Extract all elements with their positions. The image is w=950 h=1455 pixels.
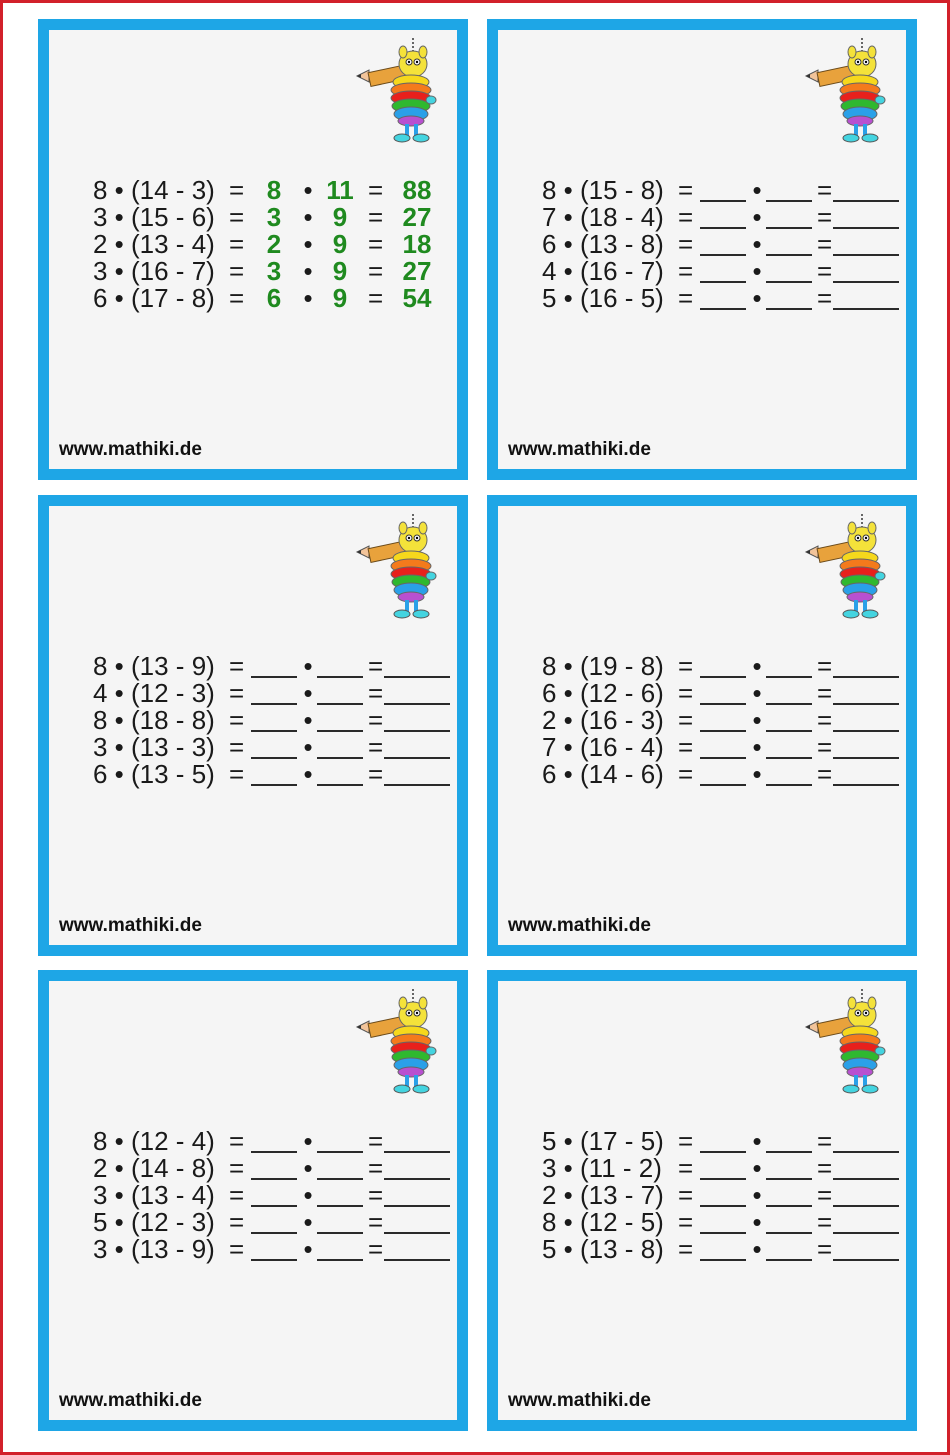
equals-sign: = xyxy=(229,732,245,762)
blank-factor-b[interactable] xyxy=(766,308,812,310)
blank-factor-b[interactable] xyxy=(766,676,812,678)
website-url: www.mathiki.de xyxy=(59,439,202,460)
pencil-caterpillar-mascot-icon xyxy=(355,989,445,1099)
blank-factor-b[interactable] xyxy=(317,1259,363,1261)
answer-factor-a: 3 xyxy=(266,256,282,286)
blank-product[interactable] xyxy=(833,1151,899,1153)
equals-sign: = xyxy=(817,202,833,232)
blank-factor-a[interactable] xyxy=(700,1205,746,1207)
equals-sign: = xyxy=(678,705,694,735)
answer-factor-a: 2 xyxy=(266,229,282,259)
multiplication-dot: • xyxy=(752,202,762,232)
equals-sign: = xyxy=(368,1180,384,1210)
blank-factor-a[interactable] xyxy=(700,730,746,732)
multiplication-dot: • xyxy=(752,705,762,735)
equation-expression: 5 • (17 - 5) xyxy=(542,1126,664,1156)
equals-sign: = xyxy=(368,256,384,286)
blank-product[interactable] xyxy=(384,1151,450,1153)
website-url: www.mathiki.de xyxy=(59,915,202,936)
multiplication-dot: • xyxy=(303,678,313,708)
blank-factor-a[interactable] xyxy=(700,281,746,283)
equation-list xyxy=(542,653,902,788)
equals-sign: = xyxy=(368,229,384,259)
equals-sign: = xyxy=(678,202,694,232)
answer-factor-b: 9 xyxy=(332,202,348,232)
blank-factor-a[interactable] xyxy=(700,254,746,256)
equation-row xyxy=(93,204,453,231)
equals-sign: = xyxy=(817,1180,833,1210)
blank-factor-a[interactable] xyxy=(251,1178,297,1180)
answer-factor-a: 6 xyxy=(266,283,282,313)
equation-row xyxy=(542,258,902,285)
equation-expression: 5 • (16 - 5) xyxy=(542,283,664,313)
equals-sign: = xyxy=(229,256,245,286)
equals-sign: = xyxy=(368,1126,384,1156)
equation-row xyxy=(93,1128,453,1155)
equation-row xyxy=(93,653,453,680)
equation-row xyxy=(93,734,453,761)
worksheet-card xyxy=(487,19,917,480)
blank-product[interactable] xyxy=(384,1259,450,1261)
equals-sign: = xyxy=(229,678,245,708)
multiplication-dot: • xyxy=(752,229,762,259)
multiplication-dot: • xyxy=(303,651,313,681)
equals-sign: = xyxy=(368,678,384,708)
equation-expression: 2 • (14 - 8) xyxy=(93,1153,215,1183)
blank-factor-a[interactable] xyxy=(700,1259,746,1261)
equals-sign: = xyxy=(678,759,694,789)
answer-factor-b: 9 xyxy=(332,256,348,286)
blank-product[interactable] xyxy=(833,784,899,786)
website-url: www.mathiki.de xyxy=(508,1390,651,1411)
blank-factor-b[interactable] xyxy=(766,1259,812,1261)
equation-expression: 8 • (13 - 9) xyxy=(93,651,215,681)
multiplication-dot: • xyxy=(752,1234,762,1264)
pencil-caterpillar-mascot-icon xyxy=(355,514,445,624)
blank-factor-b[interactable] xyxy=(766,1232,812,1234)
equals-sign: = xyxy=(368,1234,384,1264)
equation-row xyxy=(542,761,902,788)
blank-factor-a[interactable] xyxy=(700,1232,746,1234)
multiplication-dot: • xyxy=(752,175,762,205)
blank-product[interactable] xyxy=(833,1178,899,1180)
blank-factor-a[interactable] xyxy=(700,1151,746,1153)
equals-sign: = xyxy=(229,1207,245,1237)
website-url: www.mathiki.de xyxy=(59,1390,202,1411)
worksheet-card xyxy=(38,970,468,1431)
equals-sign: = xyxy=(368,732,384,762)
blank-product[interactable] xyxy=(384,1205,450,1207)
equation-expression: 3 • (13 - 3) xyxy=(93,732,215,762)
blank-product[interactable] xyxy=(833,730,899,732)
equals-sign: = xyxy=(817,678,833,708)
pencil-caterpillar-mascot-icon xyxy=(804,38,894,148)
answer-factor-a: 8 xyxy=(266,175,282,205)
equation-expression: 6 • (13 - 8) xyxy=(542,229,664,259)
multiplication-dot: • xyxy=(752,651,762,681)
multiplication-dot: • xyxy=(303,1126,313,1156)
blank-product[interactable] xyxy=(384,784,450,786)
blank-factor-b[interactable] xyxy=(766,757,812,759)
equation-row xyxy=(93,680,453,707)
equation-row xyxy=(542,734,902,761)
blank-factor-a[interactable] xyxy=(700,784,746,786)
equation-row xyxy=(542,231,902,258)
worksheet-card xyxy=(38,19,468,480)
blank-product[interactable] xyxy=(384,703,450,705)
equals-sign: = xyxy=(678,1126,694,1156)
equals-sign: = xyxy=(817,1234,833,1264)
blank-factor-a[interactable] xyxy=(251,784,297,786)
multiplication-dot: • xyxy=(752,1207,762,1237)
equals-sign: = xyxy=(368,1153,384,1183)
multiplication-dot: • xyxy=(752,732,762,762)
blank-factor-a[interactable] xyxy=(700,676,746,678)
equals-sign: = xyxy=(368,202,384,232)
answer-product: 18 xyxy=(402,229,432,259)
equals-sign: = xyxy=(817,283,833,313)
multiplication-dot: • xyxy=(752,1126,762,1156)
equation-list xyxy=(93,177,453,312)
equation-expression: 3 • (15 - 6) xyxy=(93,202,215,232)
worksheet-card xyxy=(487,495,917,956)
blank-product[interactable] xyxy=(833,308,899,310)
blank-product[interactable] xyxy=(833,676,899,678)
equation-row xyxy=(542,707,902,734)
pencil-caterpillar-mascot-icon xyxy=(804,514,894,624)
blank-product[interactable] xyxy=(833,1232,899,1234)
equation-list xyxy=(542,1128,902,1263)
multiplication-dot: • xyxy=(752,678,762,708)
answer-product: 54 xyxy=(402,283,432,313)
equals-sign: = xyxy=(817,1126,833,1156)
equals-sign: = xyxy=(678,229,694,259)
equation-expression: 3 • (13 - 9) xyxy=(93,1234,215,1264)
equals-sign: = xyxy=(229,1180,245,1210)
blank-product[interactable] xyxy=(833,254,899,256)
multiplication-dot: • xyxy=(303,732,313,762)
blank-factor-b[interactable] xyxy=(766,784,812,786)
equals-sign: = xyxy=(678,283,694,313)
equation-expression: 3 • (16 - 7) xyxy=(93,256,215,286)
equals-sign: = xyxy=(678,1180,694,1210)
equation-list xyxy=(542,177,902,312)
equals-sign: = xyxy=(817,651,833,681)
equals-sign: = xyxy=(678,1153,694,1183)
equals-sign: = xyxy=(229,651,245,681)
blank-factor-b[interactable] xyxy=(317,1205,363,1207)
blank-factor-b[interactable] xyxy=(317,1151,363,1153)
multiplication-dot: • xyxy=(303,1153,313,1183)
equation-expression: 5 • (12 - 3) xyxy=(93,1207,215,1237)
blank-factor-b[interactable] xyxy=(766,254,812,256)
equation-expression: 8 • (15 - 8) xyxy=(542,175,664,205)
blank-factor-a[interactable] xyxy=(251,1151,297,1153)
multiplication-dot: • xyxy=(303,1180,313,1210)
blank-product[interactable] xyxy=(833,1205,899,1207)
equals-sign: = xyxy=(817,705,833,735)
equation-expression: 8 • (14 - 3) xyxy=(93,175,215,205)
equals-sign: = xyxy=(368,759,384,789)
equation-row xyxy=(542,204,902,231)
equals-sign: = xyxy=(817,175,833,205)
equation-expression: 5 • (13 - 8) xyxy=(542,1234,664,1264)
equation-expression: 7 • (16 - 4) xyxy=(542,732,664,762)
equation-row xyxy=(542,1182,902,1209)
blank-product[interactable] xyxy=(833,200,899,202)
equation-row xyxy=(93,1182,453,1209)
blank-factor-b[interactable] xyxy=(317,784,363,786)
equals-sign: = xyxy=(678,732,694,762)
equals-sign: = xyxy=(368,651,384,681)
equation-expression: 2 • (13 - 4) xyxy=(93,229,215,259)
equation-expression: 6 • (13 - 5) xyxy=(93,759,215,789)
blank-factor-a[interactable] xyxy=(700,703,746,705)
multiplication-dot: • xyxy=(303,705,313,735)
blank-factor-a[interactable] xyxy=(700,757,746,759)
multiplication-dot: • xyxy=(303,759,313,789)
equation-expression: 8 • (18 - 8) xyxy=(93,705,215,735)
equals-sign: = xyxy=(229,229,245,259)
equals-sign: = xyxy=(229,1126,245,1156)
equals-sign: = xyxy=(817,1207,833,1237)
blank-factor-a[interactable] xyxy=(251,1259,297,1261)
blank-factor-b[interactable] xyxy=(766,1205,812,1207)
equation-row xyxy=(542,1236,902,1263)
blank-factor-a[interactable] xyxy=(251,1232,297,1234)
equation-expression: 8 • (12 - 4) xyxy=(93,1126,215,1156)
equation-expression: 2 • (13 - 7) xyxy=(542,1180,664,1210)
equation-row xyxy=(542,680,902,707)
equation-row xyxy=(93,177,453,204)
multiplication-dot: • xyxy=(752,1153,762,1183)
equals-sign: = xyxy=(229,705,245,735)
blank-factor-b[interactable] xyxy=(766,281,812,283)
pencil-caterpillar-mascot-icon xyxy=(804,989,894,1099)
blank-product[interactable] xyxy=(833,1259,899,1261)
equals-sign: = xyxy=(229,202,245,232)
blank-factor-b[interactable] xyxy=(766,200,812,202)
multiplication-dot: • xyxy=(303,229,313,259)
equation-row xyxy=(542,1155,902,1182)
equals-sign: = xyxy=(817,1153,833,1183)
equation-expression: 3 • (11 - 2) xyxy=(542,1153,662,1183)
blank-factor-a[interactable] xyxy=(700,308,746,310)
blank-product[interactable] xyxy=(833,281,899,283)
blank-factor-b[interactable] xyxy=(317,1178,363,1180)
multiplication-dot: • xyxy=(752,283,762,313)
equals-sign: = xyxy=(229,1234,245,1264)
blank-product[interactable] xyxy=(833,757,899,759)
equation-row xyxy=(542,177,902,204)
equation-row xyxy=(542,1128,902,1155)
blank-factor-b[interactable] xyxy=(766,1178,812,1180)
equation-row xyxy=(93,231,453,258)
equals-sign: = xyxy=(817,256,833,286)
equation-expression: 4 • (16 - 7) xyxy=(542,256,664,286)
blank-factor-a[interactable] xyxy=(251,730,297,732)
blank-factor-a[interactable] xyxy=(251,1205,297,1207)
answer-factor-b: 9 xyxy=(332,283,348,313)
equation-row xyxy=(93,1155,453,1182)
blank-factor-b[interactable] xyxy=(317,676,363,678)
blank-factor-b[interactable] xyxy=(317,1232,363,1234)
equation-expression: 6 • (17 - 8) xyxy=(93,283,215,313)
equation-expression: 4 • (12 - 3) xyxy=(93,678,215,708)
multiplication-dot: • xyxy=(303,283,313,313)
worksheet-card xyxy=(487,970,917,1431)
blank-factor-b[interactable] xyxy=(766,1151,812,1153)
equation-row xyxy=(542,1209,902,1236)
answer-product: 88 xyxy=(402,175,432,205)
blank-factor-a[interactable] xyxy=(251,676,297,678)
equals-sign: = xyxy=(817,229,833,259)
equals-sign: = xyxy=(368,1207,384,1237)
blank-factor-b[interactable] xyxy=(317,757,363,759)
equation-expression: 6 • (14 - 6) xyxy=(542,759,664,789)
blank-product[interactable] xyxy=(384,1178,450,1180)
answer-product: 27 xyxy=(402,256,432,286)
equation-row xyxy=(93,761,453,788)
multiplication-dot: • xyxy=(303,1207,313,1237)
equals-sign: = xyxy=(368,283,384,313)
equation-list xyxy=(93,653,453,788)
multiplication-dot: • xyxy=(752,1180,762,1210)
equals-sign: = xyxy=(817,732,833,762)
equation-row xyxy=(93,707,453,734)
equation-expression: 3 • (13 - 4) xyxy=(93,1180,215,1210)
answer-product: 27 xyxy=(402,202,432,232)
website-url: www.mathiki.de xyxy=(508,915,651,936)
answer-factor-b: 9 xyxy=(332,229,348,259)
multiplication-dot: • xyxy=(303,1234,313,1264)
equation-row xyxy=(542,285,902,312)
equation-row xyxy=(93,285,453,312)
answer-factor-b: 11 xyxy=(326,175,354,205)
blank-factor-a[interactable] xyxy=(700,1178,746,1180)
equation-expression: 6 • (12 - 6) xyxy=(542,678,664,708)
blank-factor-b[interactable] xyxy=(317,730,363,732)
blank-factor-a[interactable] xyxy=(700,227,746,229)
equation-expression: 8 • (12 - 5) xyxy=(542,1207,664,1237)
blank-factor-a[interactable] xyxy=(251,703,297,705)
equals-sign: = xyxy=(368,705,384,735)
blank-product[interactable] xyxy=(833,227,899,229)
blank-factor-a[interactable] xyxy=(251,757,297,759)
blank-factor-b[interactable] xyxy=(766,227,812,229)
equation-row xyxy=(542,653,902,680)
equals-sign: = xyxy=(678,651,694,681)
equation-expression: 2 • (16 - 3) xyxy=(542,705,664,735)
equation-row xyxy=(93,1209,453,1236)
equals-sign: = xyxy=(678,678,694,708)
equation-row xyxy=(93,258,453,285)
equation-row xyxy=(93,1236,453,1263)
blank-product[interactable] xyxy=(384,676,450,678)
blank-product[interactable] xyxy=(833,703,899,705)
blank-factor-b[interactable] xyxy=(766,730,812,732)
pencil-caterpillar-mascot-icon xyxy=(355,38,445,148)
worksheet-card xyxy=(38,495,468,956)
blank-factor-a[interactable] xyxy=(700,200,746,202)
blank-product[interactable] xyxy=(384,1232,450,1234)
equation-expression: 7 • (18 - 4) xyxy=(542,202,664,232)
multiplication-dot: • xyxy=(303,202,313,232)
equals-sign: = xyxy=(678,256,694,286)
equals-sign: = xyxy=(678,175,694,205)
website-url: www.mathiki.de xyxy=(508,439,651,460)
equals-sign: = xyxy=(678,1234,694,1264)
equals-sign: = xyxy=(229,175,245,205)
equals-sign: = xyxy=(229,283,245,313)
blank-product[interactable] xyxy=(384,730,450,732)
equation-list xyxy=(93,1128,453,1263)
multiplication-dot: • xyxy=(752,759,762,789)
equals-sign: = xyxy=(368,175,384,205)
answer-factor-a: 3 xyxy=(266,202,282,232)
equals-sign: = xyxy=(678,1207,694,1237)
blank-factor-b[interactable] xyxy=(766,703,812,705)
equation-expression: 8 • (19 - 8) xyxy=(542,651,664,681)
equals-sign: = xyxy=(229,759,245,789)
multiplication-dot: • xyxy=(303,256,313,286)
multiplication-dot: • xyxy=(303,175,313,205)
multiplication-dot: • xyxy=(752,256,762,286)
equals-sign: = xyxy=(229,1153,245,1183)
blank-factor-b[interactable] xyxy=(317,703,363,705)
blank-product[interactable] xyxy=(384,757,450,759)
equals-sign: = xyxy=(817,759,833,789)
